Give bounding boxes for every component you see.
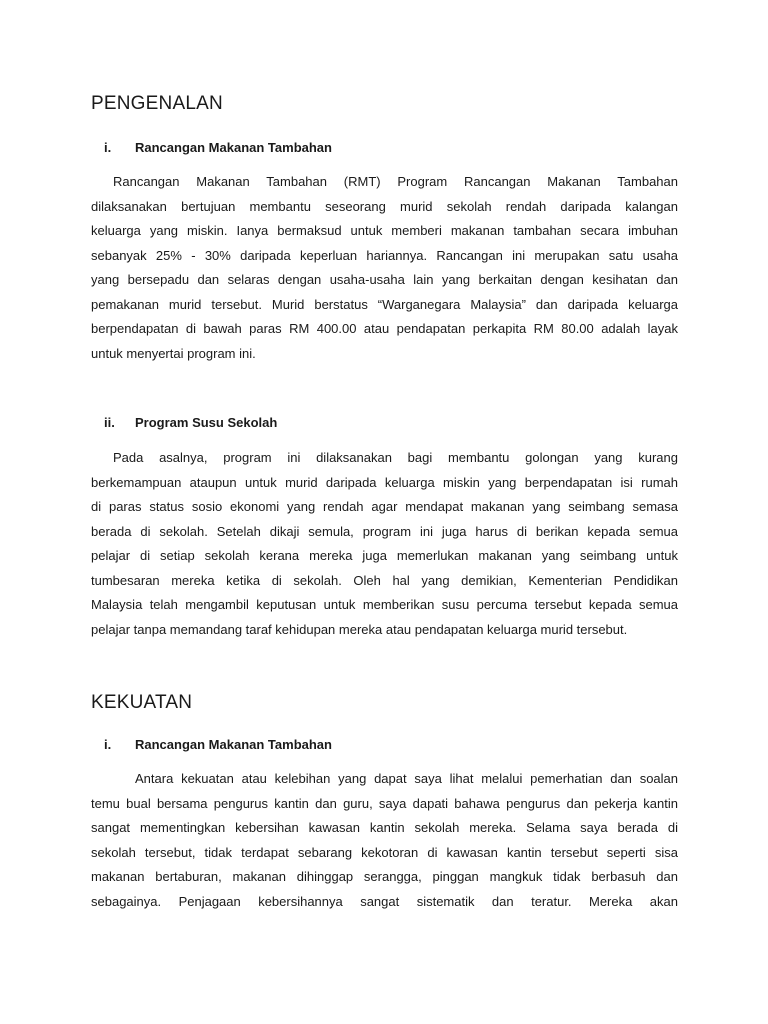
subheading-numeral: i. <box>104 140 112 155</box>
paragraph-line: sebagainya. Penjagaan kebersihannya sangat sistematik dan teratur. Mereka akan <box>91 893 678 909</box>
subheading-title: Rancangan Makanan Tambahan <box>135 140 332 155</box>
subheading-title: Program Susu Sekolah <box>135 415 278 430</box>
paragraph-line: sangat mementingkan kebersihan kawasan kantin sekolah mereka. Selama saya berada di <box>91 820 678 835</box>
paragraph-line: yang bersepadu dan selaras dengan usaha-usaha lain yang berkaitan dengan kesihatan dan <box>91 272 678 287</box>
paragraph-line: tumbesaran mereka ketika di sekolah. Oleh hal yang demikian, Kementerian Pendidikan <box>91 572 678 588</box>
paragraph-line: di paras status sosio ekonomi yang rendah agar mendapat makanan yang seimbang semasa <box>91 499 678 514</box>
section-heading-pengenalan: PENGENALAN <box>91 93 223 114</box>
paragraph-rmt <box>91 170 678 366</box>
paragraph-kekuatan-rmt <box>91 767 678 914</box>
paragraph-line: pemakanan murid tersebut. Murid berstatus “Warganegara Malaysia” dan daripada keluarga <box>91 296 678 312</box>
paragraph-line: Rancangan Makanan Tambahan (RMT) Program Rancangan Makanan Tambahan <box>113 174 678 189</box>
paragraph-susu-sekolah <box>91 446 678 642</box>
paragraph-line: Antara kekuatan atau kelebihan yang dapat saya lihat melalui pemerhatian dan soalan <box>135 771 678 786</box>
paragraph-line: untuk menyertai program ini. <box>91 345 256 361</box>
paragraph-line: berada di sekolah. Setelah dikaji semula, program ini juga harus di berikan kepada semua <box>91 523 678 539</box>
paragraph-line: pelajar di setiap sekolah kerana mereka juga memerlukan makanan yang seimbang untuk <box>91 548 678 563</box>
paragraph-line: Malaysia telah mengambil keputusan untuk memberikan susu percuma tersebut kepada semua <box>91 597 678 612</box>
subheading-title: Rancangan Makanan Tambahan <box>135 737 332 752</box>
paragraph-line: keluarga yang miskin. Ianya bermaksud untuk memberi makanan tambahan secara imbuhan <box>91 223 678 238</box>
paragraph-line: makanan bertaburan, makanan dihinggap serangga, pinggan mangkuk tidak berbasuh dan <box>91 869 678 884</box>
paragraph-line: temu bual bersama pengurus kantin dan guru, saya dapati bahawa pengurus dan pekerja kantin <box>91 795 678 811</box>
paragraph-line: sekolah tersebut, tidak terdapat sebarang kekotoran di kawasan kantin tersebut seperti sisa <box>91 844 678 860</box>
paragraph-line: berkemampuan ataupun untuk murid daripada keluarga miskin yang berpendapatan isi rumah <box>91 474 678 490</box>
paragraph-line: sebanyak 25% - 30% daripada keperluan hariannya. Rancangan ini merupakan satu usaha <box>91 247 678 263</box>
paragraph-line: pelajar tanpa memandang taraf kehidupan mereka atau pendapatan keluarga murid tersebut. <box>91 621 628 637</box>
section-heading-kekuatan: KEKUATAN <box>91 692 193 713</box>
paragraph-line: berpendapatan di bawah paras RM 400.00 atau pendapatan perkapita RM 80.00 adalah layak <box>91 321 678 336</box>
subheading-numeral: i. <box>104 737 112 752</box>
paragraph-line: dilaksanakan bertujuan membantu seseorang murid sekolah rendah daripada kalangan <box>91 198 678 214</box>
subheading-numeral: ii. <box>104 415 115 430</box>
paragraph-line: Pada asalnya, program ini dilaksanakan bagi membantu golongan yang kurang <box>113 450 678 465</box>
